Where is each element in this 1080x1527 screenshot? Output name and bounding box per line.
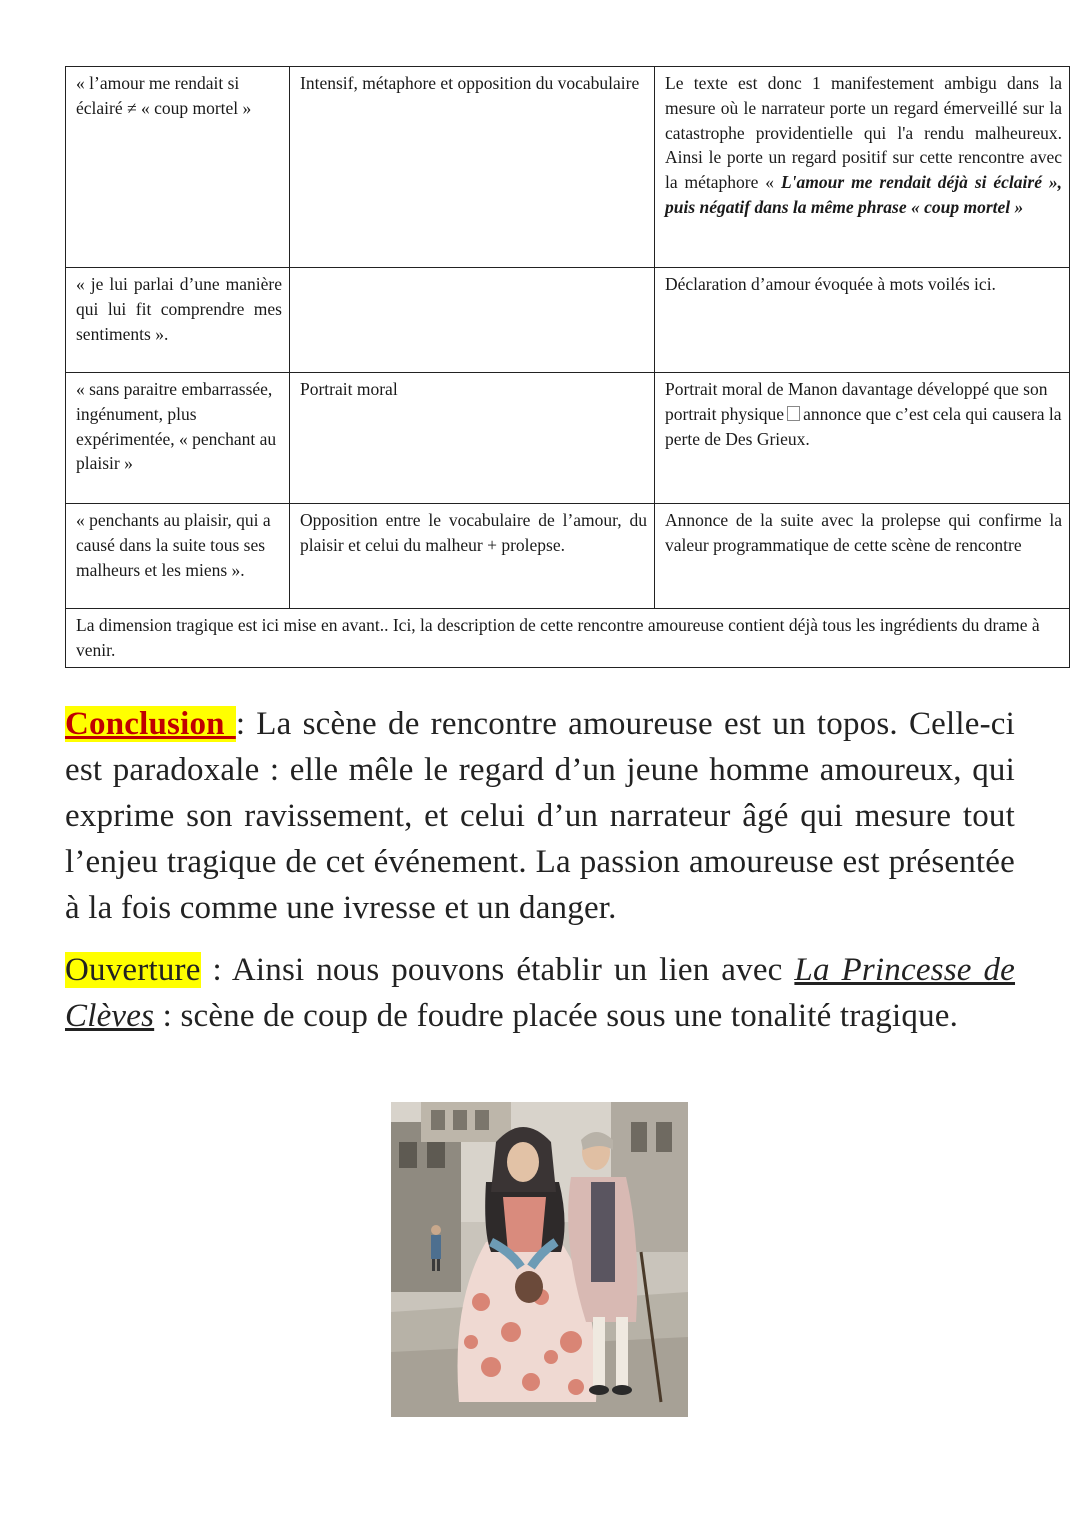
process-cell: Intensif, métaphore et opposition du vocabulaire bbox=[290, 67, 655, 268]
interpretation-cell: Le texte est donc 1 manifestement ambigu dans la mesure où le narrateur porte un regard émerveillé sur la catastrophe providentielle qui l'a rendu malheureux. Ainsi le porte un regard positif sur cette rencontre avec la métaphore « L'amour me rendait déjà si éclairé », puis négatif dans la même phrase « coup mortel » bbox=[655, 67, 1070, 268]
quote-cell: « penchants au plaisir, qui a causé dans la suite tous ses malheurs et les miens ». bbox=[66, 504, 290, 609]
conclusion-label: Conclusion bbox=[65, 706, 236, 742]
table-row bbox=[66, 268, 1070, 373]
ouverture-paragraph: Ouverture : Ainsi nous pouvons établir un lien avec La Princesse de Clèves : scène de coup de foudre placée sous une tonalité tragique. bbox=[65, 952, 1016, 1034]
interpretation-cell: Portrait moral de Manon davantage développé que son portrait physique annonce que c’est cela qui causera la perte de Des Grieux. bbox=[655, 373, 1070, 504]
table-row bbox=[66, 373, 1070, 504]
interpretation-cell: Déclaration d’amour évoquée à mots voilés ici. bbox=[655, 268, 1070, 373]
process-cell bbox=[290, 268, 655, 373]
process-cell: Opposition entre le vocabulaire de l’amour, du plaisir et celui du malheur + prolepse. bbox=[290, 504, 655, 609]
analysis-table bbox=[65, 66, 1070, 668]
quote-cell: « je lui parlai d’une manière qui lui fit comprendre mes sentiments ». bbox=[66, 268, 290, 373]
couple-illustration bbox=[391, 1102, 688, 1417]
table-row bbox=[66, 504, 1070, 609]
missing-glyph-icon bbox=[787, 406, 800, 421]
quote-cell: « l’amour me rendait si éclairé ≠ « coup mortel » bbox=[66, 67, 290, 268]
table-row bbox=[66, 67, 1070, 268]
couple-painting-image bbox=[391, 1102, 688, 1417]
interpretation-cell: Annonce de la suite avec la prolepse qui confirme la valeur programmatique de cette scène de rencontre bbox=[655, 504, 1070, 609]
book-title: La Princesse de Clèves bbox=[65, 952, 1016, 1034]
summary-cell: La dimension tragique est ici mise en avant.. Ici, la description de cette rencontre amoureuse contient déjà tous les ingrédients du drame à venir. bbox=[66, 609, 1070, 668]
quote-cell: « sans paraitre embarrassée, ingénument, plus expérimentée, « penchant au plaisir » bbox=[66, 373, 290, 504]
conclusion-text: : La scène de rencontre amoureuse est un topos. Celle-ci est paradoxale : elle mêle le regard d’un jeune homme amoureux, qui exprime son ravissement, et celui d’un narrateur âgé qui mesure tout l’enjeu tragique de cet événement. La passion amoureuse est présentée à la fois comme une ivresse et un danger. bbox=[65, 706, 1015, 926]
process-cell: Portrait moral bbox=[290, 373, 655, 504]
conclusion-paragraph bbox=[65, 701, 1015, 931]
table-summary-row bbox=[66, 609, 1070, 668]
ouverture-label: Ouverture bbox=[65, 952, 201, 988]
